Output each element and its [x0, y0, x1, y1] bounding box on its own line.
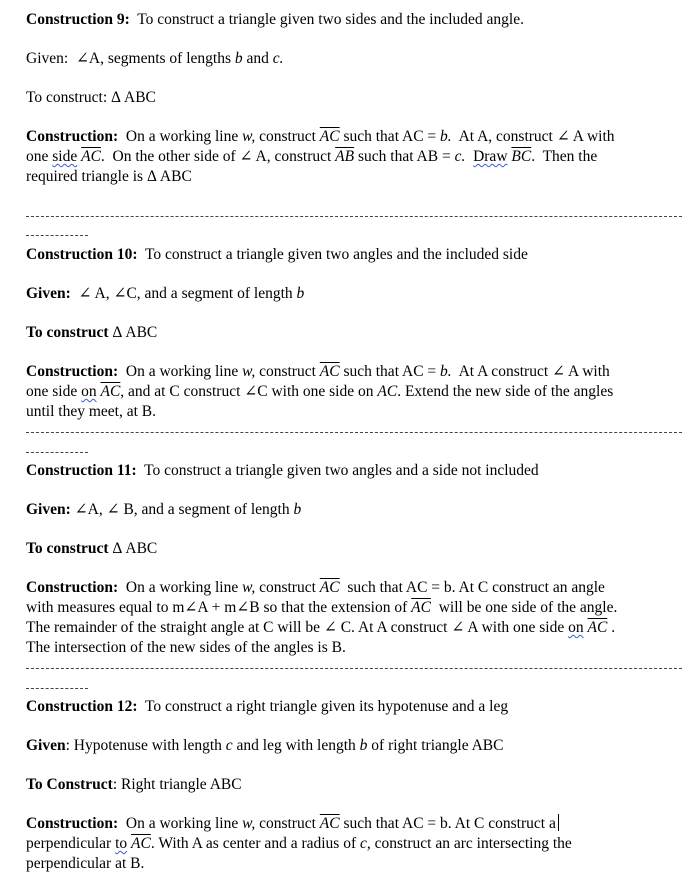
c11-construction-line-3: The remainder of the straight angle at C will be ∠ C. At A construct ∠ A with one side on $\overline{AC}$ .: [26, 619, 616, 636]
c11-heading: Construction 11: To construct a triangle given two angles and a side not included: [26, 462, 539, 479]
c9-heading: Construction 9: To construct a triangle given two sides and the included angle.: [26, 11, 524, 28]
divider: [26, 216, 682, 217]
c12-construction-line-2: perpendicular to $\overline{AC}$. With A as center and a radius of c, construct an arc intersecting the: [26, 835, 572, 852]
c11-construction-line-1: Construction: On a working line w, construct $\overline{AC}$ such that AC = b. At C construct an angle: [26, 579, 605, 596]
c10-construction-line-2: one side on $\overline{AC}$, and at C construct ∠C with one side on AC. Extend the new side of the angles: [26, 383, 614, 400]
c11-to-construct: To construct Δ ABC: [26, 540, 158, 557]
divider-short: [26, 688, 88, 689]
c10-construction-line-1: Construction: On a working line w, construct $\overline{AC}$ such that AC = b. At A construct ∠ A with: [26, 363, 610, 380]
c9-construction-line-3: required triangle is Δ ABC: [26, 168, 192, 185]
c10-given: Given: ∠ A, ∠C, and a segment of length b: [26, 285, 305, 302]
c9-to-construct: To construct: Δ ABC: [26, 89, 156, 106]
divider: [26, 432, 682, 433]
divider-short: [26, 452, 88, 453]
c10-construction-line-3: until they meet, at B.: [26, 403, 157, 420]
c11-construction-line-4: The intersection of the new sides of the angles is B.: [26, 639, 346, 656]
text-cursor: [558, 814, 559, 831]
c9-given: Given: ∠A, segments of lengths b and c.: [26, 50, 284, 67]
c12-construction-line-1: Construction: On a working line w, construct $\overline{AC}$ such that AC = b. At C construct a: [26, 814, 559, 834]
c11-given: Given: ∠A, ∠ B, and a segment of length b: [26, 501, 302, 518]
c12-to-construct: To Construct: Right triangle ABC: [26, 776, 242, 793]
c12-given: Given: Hypotenuse with length c and leg with length b of right triangle ABC: [26, 737, 504, 754]
divider: [26, 668, 682, 669]
c10-heading: Construction 10: To construct a triangle given two angles and the included side: [26, 246, 528, 263]
c12-construction-line-3: perpendicular at B.: [26, 855, 145, 872]
c10-to-construct: To construct Δ ABC: [26, 324, 158, 341]
c11-construction-line-2: with measures equal to m∠A + m∠B so that the extension of $\overline{AC}$ will be one side of the angle.: [26, 599, 618, 616]
c9-construction-line-2: one side $\overline{AC}$. On the other side of ∠ A, construct $\overline{AB}$ such that AB = c. Draw $\overline{BC}$. Then the: [26, 148, 598, 165]
c12-heading: Construction 12: To construct a right triangle given its hypotenuse and a leg: [26, 698, 509, 715]
c9-construction-line-1: Construction: On a working line w, construct $\overline{AC}$ such that AC = b. At A, construct ∠ A with: [26, 128, 615, 145]
divider-short: [26, 235, 88, 236]
